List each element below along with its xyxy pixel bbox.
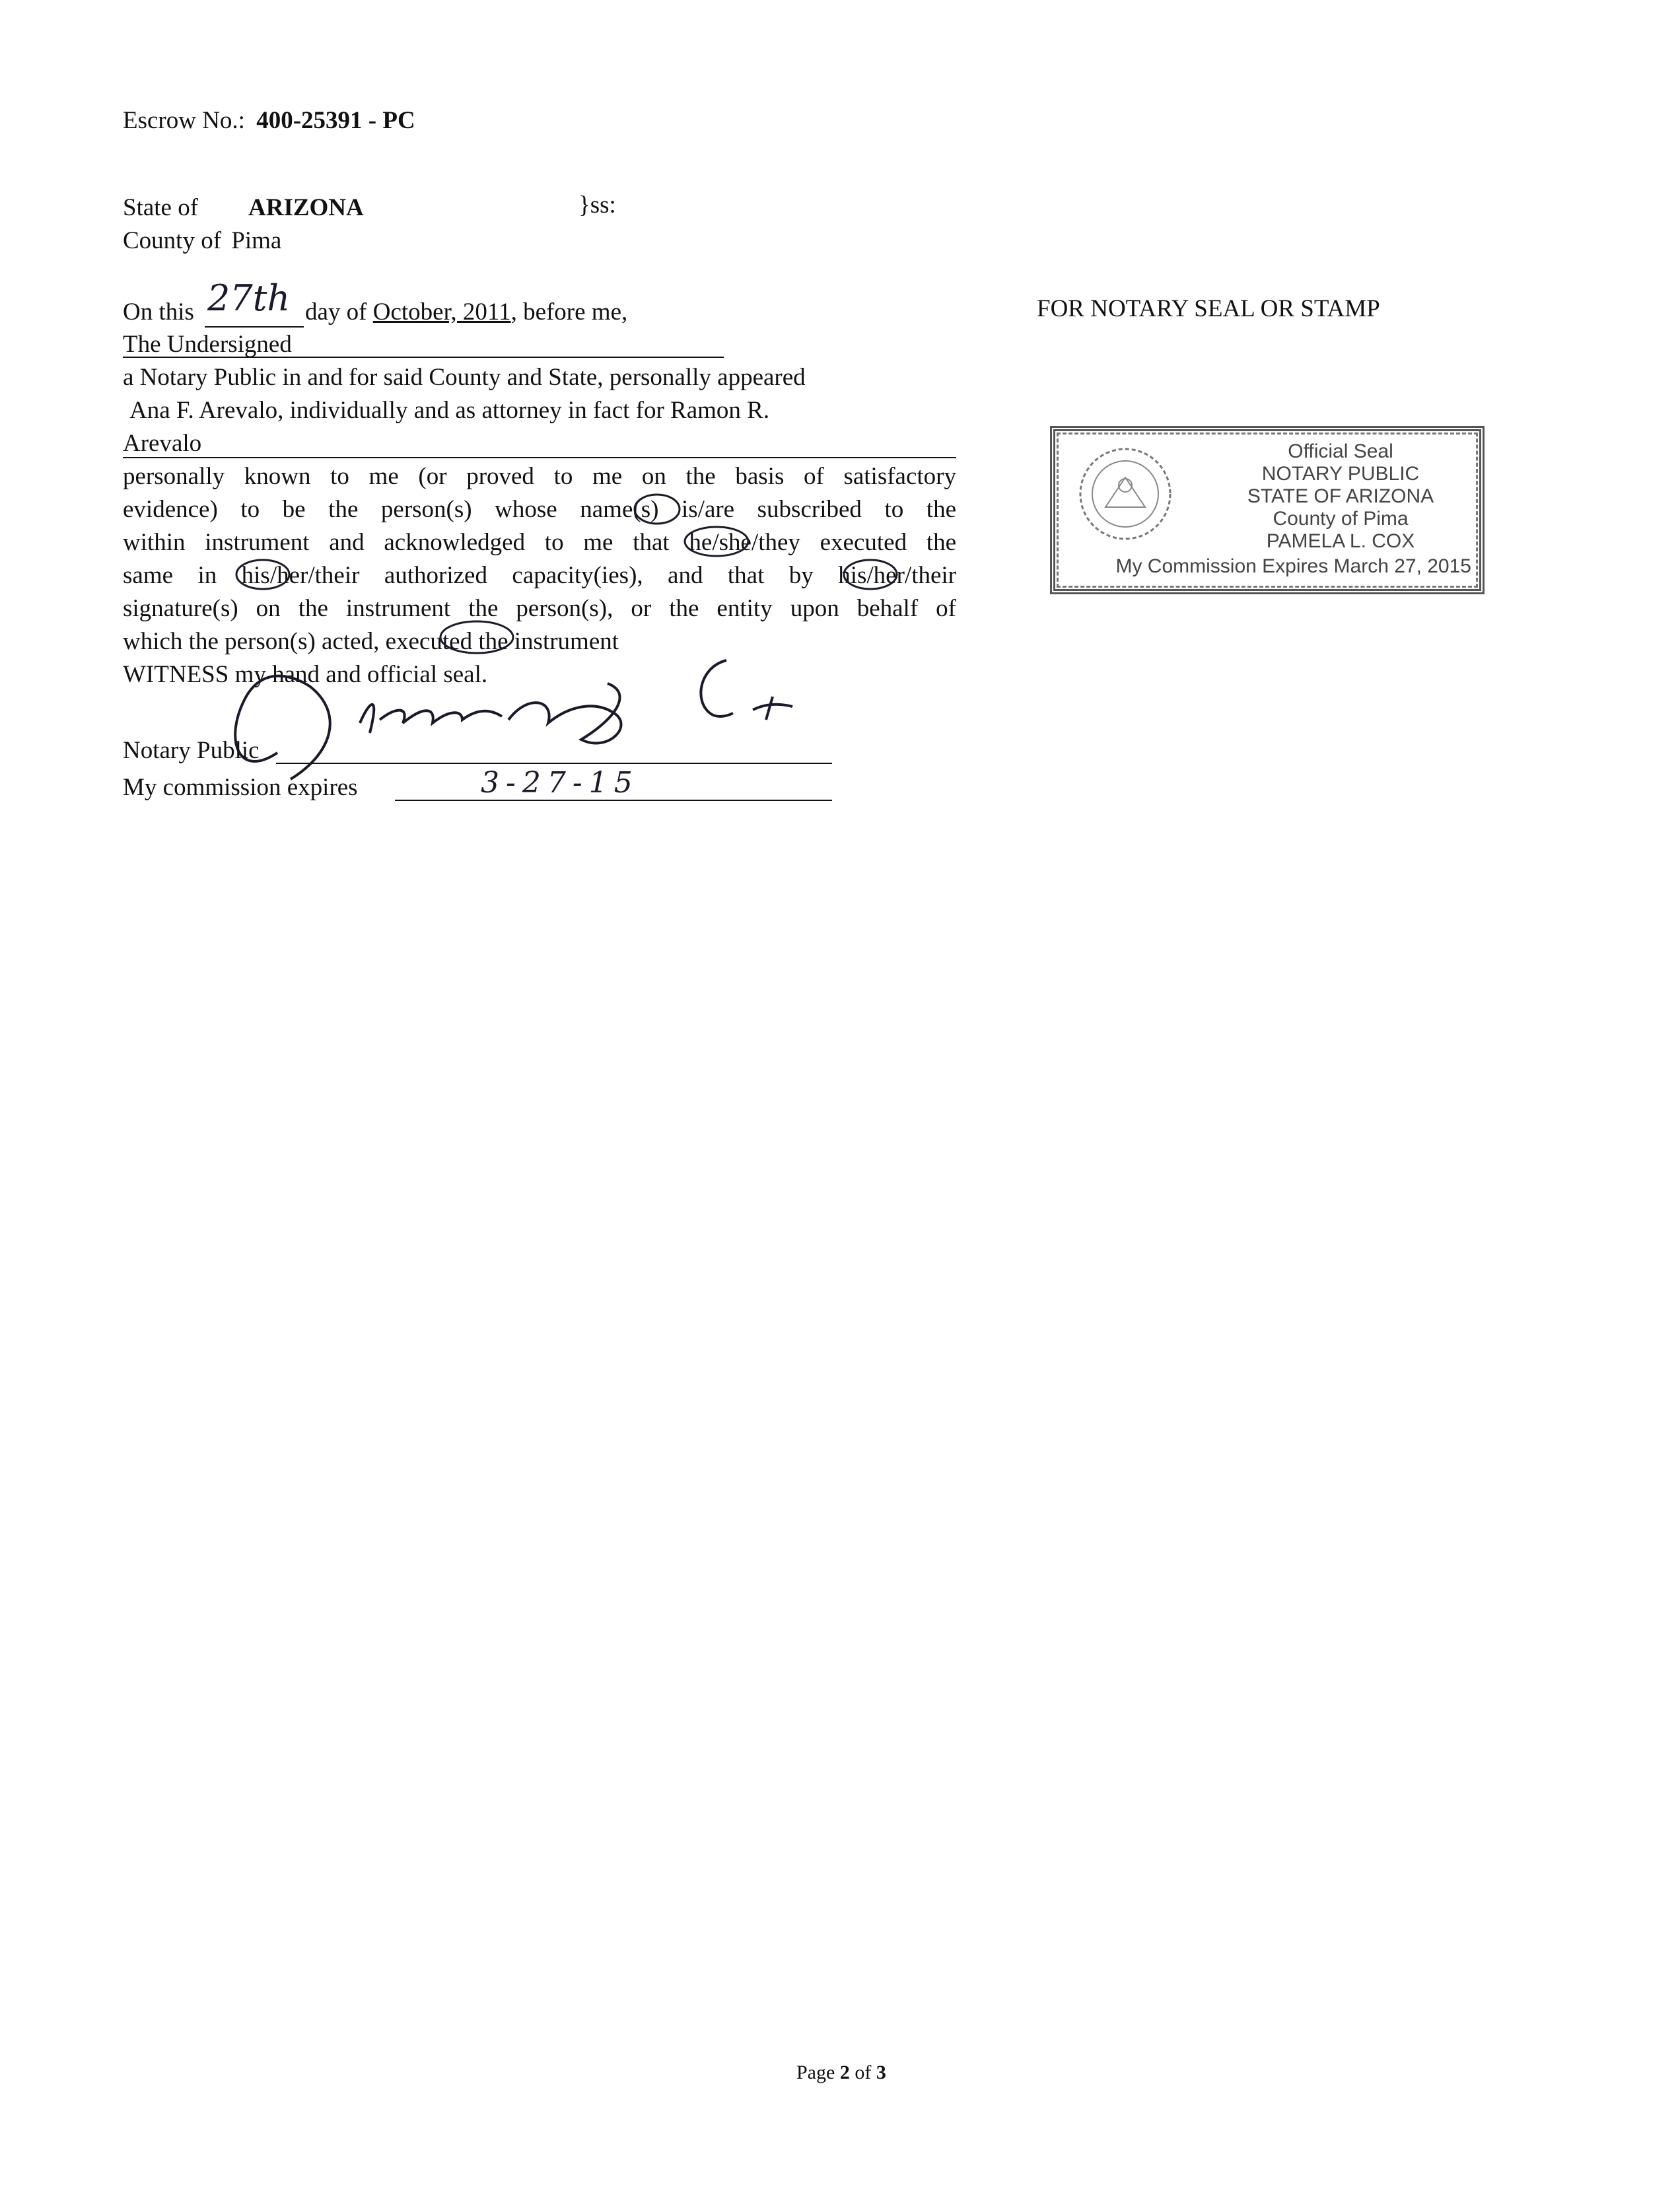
- body-line-6: which the person(s) acted, executed the instrument: [123, 628, 619, 655]
- officer-name: The Undersigned: [123, 331, 292, 358]
- page-current: 2: [839, 2062, 850, 2083]
- before-me-label: , before me,: [510, 298, 628, 326]
- page-prefix: Page: [796, 2062, 835, 2083]
- body-line-1: personally known to me (or proved to me on the basis of satisfactory: [123, 463, 956, 490]
- body-line-5: signature(s) on the instrument the person(s), or the entity upon behalf of: [123, 595, 956, 622]
- state-seal-emblem: [1072, 444, 1178, 543]
- commission-label: My commission expires: [123, 774, 358, 801]
- body-line-4: same in his/her/their authorized capacity(ies), and that by his/her/their: [123, 562, 956, 589]
- appeared-line-2: Arevalo: [123, 430, 202, 457]
- day-of-label: day of: [305, 298, 367, 326]
- date-line: [305, 296, 627, 329]
- initial-stroke-2: [753, 697, 792, 720]
- county-line: [123, 225, 281, 258]
- body-line-3: within instrument and acknowledged to me that he/she/they executed the: [123, 529, 956, 556]
- stamp-line-name: PAMELA L. COX: [1266, 530, 1415, 552]
- stamp-line-county: County of Pima: [1273, 508, 1409, 530]
- stamp-line-commission: My Commission Expires March 27, 2015: [1115, 555, 1471, 577]
- date-value: October, 2011: [372, 298, 511, 326]
- seal-area-label: FOR NOTARY SEAL OR STAMP: [1037, 295, 1380, 322]
- day-handwritten: 27th: [207, 277, 291, 319]
- escrow-number: 400-25391 - PC: [256, 107, 415, 134]
- appeared-underline: [123, 457, 956, 458]
- notary-statement: a Notary Public in and for said County and State, personally appeared: [123, 364, 806, 391]
- notary-signature-line: [276, 763, 832, 764]
- initial-stroke-1: [701, 660, 733, 716]
- ss-label: }ss:: [578, 191, 616, 219]
- commission-line: [395, 800, 832, 801]
- state-value: ARIZONA: [248, 194, 364, 221]
- page-total: 3: [876, 2062, 886, 2083]
- notary-stamp: [1050, 426, 1485, 594]
- escrow-line: [123, 104, 415, 137]
- county-label: County of: [123, 227, 222, 254]
- signature-stroke-3: [508, 683, 621, 743]
- officer-line: [123, 357, 724, 358]
- county-value: Pima: [231, 227, 282, 254]
- witness-line: WITNESS my hand and official seal.: [123, 661, 488, 688]
- body-line-2: evidence) to be the person(s) whose name(s) is/are subscribed to the: [123, 496, 956, 523]
- day-blank-line: [205, 326, 304, 328]
- signature-stroke-2: [360, 705, 502, 733]
- stamp-line-notary-public: NOTARY PUBLIC: [1261, 463, 1420, 485]
- stamp-line-state: STATE OF ARIZONA: [1247, 485, 1434, 507]
- on-this-label: On this: [123, 298, 194, 326]
- page-of: of: [855, 2062, 872, 2083]
- state-label: State of: [123, 194, 199, 221]
- stamp-line-official-seal: Official Seal: [1288, 440, 1393, 462]
- escrow-label: Escrow No.:: [123, 107, 245, 134]
- state-line: [123, 191, 198, 225]
- on-this-line: [123, 296, 194, 329]
- appeared-line-1: Ana F. Arevalo, individually and as attorney in fact for Ramon R.: [129, 397, 770, 424]
- page-number: [796, 2062, 886, 2084]
- commission-handwritten: 3-27-15: [481, 766, 639, 800]
- notary-public-label: Notary Public: [123, 737, 260, 764]
